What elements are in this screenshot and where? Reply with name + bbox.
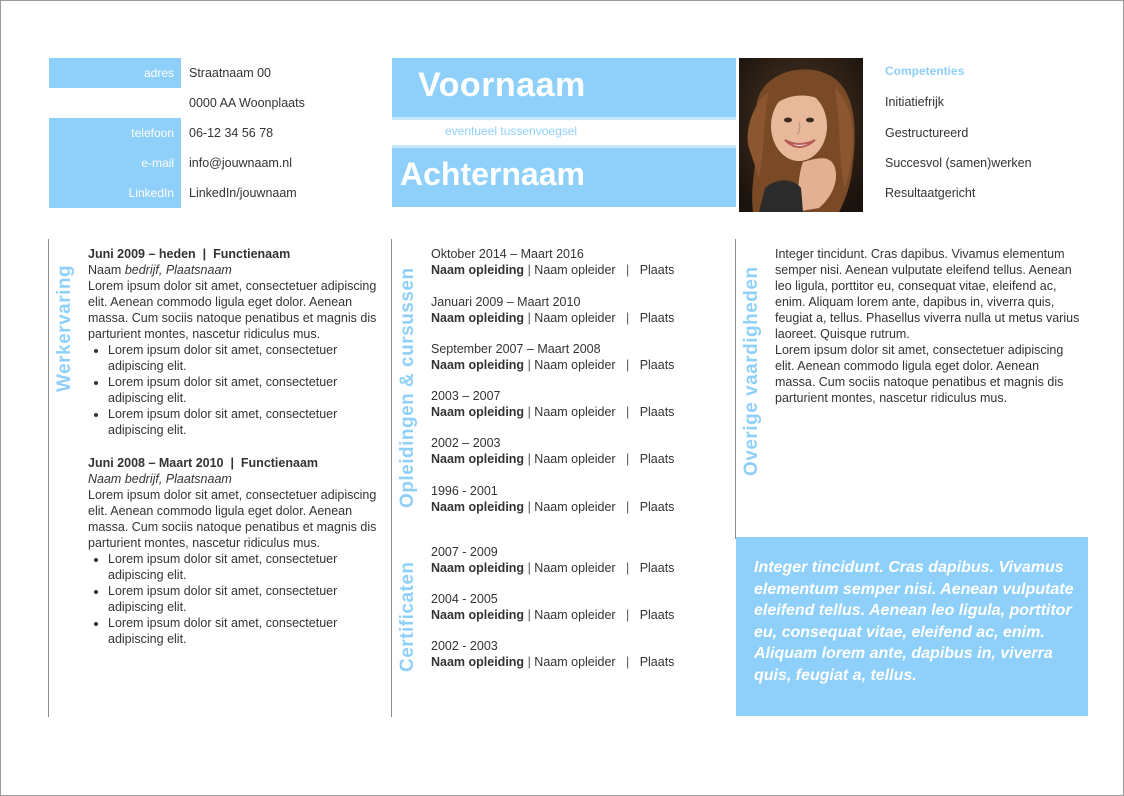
certificate-provider: Naam opleider — [534, 608, 616, 622]
last-name: Achternaam — [400, 156, 585, 192]
education-place: Plaats — [639, 263, 675, 277]
column-divider — [735, 239, 736, 539]
education-period: 2003 – 2007 — [431, 389, 501, 403]
education-entry — [431, 435, 674, 467]
education-period: 2002 – 2003 — [431, 436, 501, 450]
certificate-period: 2004 - 2005 — [431, 592, 498, 606]
competency-item: Succesvol (samen)werken — [885, 156, 1032, 170]
education-entry — [431, 294, 674, 326]
separator: | — [626, 311, 630, 325]
education-place: Plaats — [639, 311, 675, 325]
competency-item: Initiatiefrijk — [885, 95, 945, 109]
list-item: • Lorem ipsum dolor sit amet, consectetuer adipiscing elit. — [108, 374, 384, 406]
certificate-entry — [431, 638, 674, 670]
certificate-name: Naam opleiding — [431, 608, 525, 622]
certificate-place: Plaats — [639, 655, 675, 669]
separator: | — [626, 452, 630, 466]
education-place: Plaats — [639, 358, 675, 372]
certificate-provider: Naam opleider — [534, 561, 616, 575]
certificate-name: Naam opleiding — [431, 655, 525, 669]
work-heading — [88, 455, 384, 471]
separator: | — [527, 358, 531, 372]
company-prefix: Naam — [88, 263, 122, 277]
work-description: Lorem ipsum dolor sit amet, consectetuer adipiscing elit. Aenean commodo ligula eget dolor. Aenean massa. Cum sociis natoque penatibus et magnis dis parturient montes, nascetur ridiculus mus. — [88, 488, 377, 550]
section-title-certificates: Certificaten — [397, 561, 418, 672]
work-period: Juni 2008 – Maart 2010 — [88, 456, 224, 470]
education-place: Plaats — [639, 452, 675, 466]
certificate-period: 2002 - 2003 — [431, 639, 498, 653]
separator: | — [527, 311, 531, 325]
skills-text — [775, 246, 1081, 406]
certificate-provider: Naam opleider — [534, 655, 616, 669]
contact-label — [49, 88, 181, 118]
contact-label: telefoon — [49, 118, 181, 148]
education-entry — [431, 341, 674, 373]
skills-paragraph: Lorem ipsum dolor sit amet, consectetuer adipiscing elit. Aenean commodo ligula eget dolor. Aenean massa. Cum sociis natoque penatibus et magnis dis parturient montes, nascetur ridiculus mus. — [775, 343, 1064, 405]
education-period: Januari 2009 – Maart 2010 — [431, 295, 581, 309]
certificate-place: Plaats — [639, 561, 675, 575]
work-function: Functienaam — [240, 456, 319, 470]
work-period: Juni 2009 – heden — [88, 247, 196, 261]
separator: | — [626, 608, 630, 622]
contact-value: Straatnaam 00 — [189, 66, 271, 80]
work-divider: | — [202, 247, 207, 261]
last-name-banner — [392, 148, 736, 207]
education-provider: Naam opleider — [534, 311, 616, 325]
education-period: Oktober 2014 – Maart 2016 — [431, 247, 584, 261]
education-place: Plaats — [639, 500, 675, 514]
education-provider: Naam opleider — [534, 405, 616, 419]
work-bullets — [88, 551, 384, 647]
education-entry — [431, 483, 674, 515]
first-name-banner — [392, 58, 736, 117]
list-item: • Lorem ipsum dolor sit amet, consectetuer adipiscing elit. — [108, 551, 384, 583]
certificate-place: Plaats — [639, 608, 675, 622]
list-item: • Lorem ipsum dolor sit amet, consectetuer adipiscing elit. — [108, 615, 384, 647]
profile-photo — [739, 58, 863, 212]
separator: | — [527, 452, 531, 466]
contact-phone-row — [49, 118, 379, 148]
separator: | — [527, 500, 531, 514]
column-divider — [48, 239, 49, 717]
work-description: Lorem ipsum dolor sit amet, consectetuer adipiscing elit. Aenean commodo ligula eget dolor. Aenean massa. Cum sociis natoque penatibus et magnis dis parturient montes, nascetur ridiculus mus. — [88, 279, 377, 341]
separator: | — [527, 608, 531, 622]
education-provider: Naam opleider — [534, 358, 616, 372]
contact-label: adres — [49, 58, 181, 88]
education-provider: Naam opleider — [534, 500, 616, 514]
work-bullets — [88, 342, 384, 438]
certificate-entry — [431, 591, 674, 623]
quote-box — [736, 537, 1088, 716]
list-item: • Lorem ipsum dolor sit amet, consectetuer adipiscing elit. — [108, 583, 384, 615]
contact-value: LinkedIn/jouwnaam — [189, 186, 297, 200]
separator: | — [527, 655, 531, 669]
work-heading — [88, 246, 384, 262]
competencies-title: Competenties — [885, 64, 965, 78]
middle-name: eventueel tussenvoegsel — [445, 124, 578, 138]
work-function: Functienaam — [213, 247, 291, 261]
education-name: Naam opleiding — [431, 452, 525, 466]
contact-address-row — [49, 58, 379, 88]
education-name: Naam opleiding — [431, 311, 525, 325]
separator: | — [527, 561, 531, 575]
education-period: 1996 - 2001 — [431, 484, 498, 498]
certificate-name: Naam opleiding — [431, 561, 525, 575]
work-company: Naam bedrijf, Plaatsnaam — [88, 472, 232, 486]
education-place: Plaats — [639, 405, 675, 419]
contact-value: 0000 AA Woonplaats — [189, 96, 305, 110]
separator: | — [626, 655, 630, 669]
education-provider: Naam opleider — [534, 452, 616, 466]
separator: | — [527, 263, 531, 277]
education-entry — [431, 388, 674, 420]
certificate-entry — [431, 544, 674, 576]
contact-linkedin-row — [49, 178, 379, 208]
column-divider — [391, 239, 392, 717]
list-item: • Lorem ipsum dolor sit amet, consectetuer adipiscing elit. — [108, 406, 384, 438]
work-company — [88, 262, 384, 278]
section-title-education: Opleidingen & cursussen — [397, 267, 418, 508]
certificate-period: 2007 - 2009 — [431, 545, 498, 559]
skills-paragraph: Integer tincidunt. Cras dapibus. Vivamus elementum semper nisi. Aenean vulputate eleifend tellus. Aenean leo ligula, porttitor eu, consequat vitae, eleifend ac, enim. Aliquam lorem ante, dapibus in, viverra quis, feugiat a, tellus. Phasellus viverra nulla ut metus varius laoreet. Quisque rutrum. — [775, 247, 1080, 341]
quote-text: Integer tincidunt. Cras dapibus. Vivamus elementum semper nisi. Aenean vulputate eleifend tellus. Aenean leo ligula, porttitor eu, consequat vitae, eleifend ac, enim. Aliquam lorem ante, dapibus in, viverra quis, feugiat a, tellus. — [754, 559, 1074, 684]
education-name: Naam opleiding — [431, 500, 525, 514]
company-name: bedrijf, Plaatsnaam — [124, 263, 232, 277]
competency-item: Gestructureerd — [885, 126, 969, 140]
portrait-illustration — [739, 58, 863, 212]
education-provider: Naam opleider — [534, 263, 616, 277]
separator: | — [626, 405, 630, 419]
separator: | — [527, 405, 531, 419]
separator: | — [626, 358, 630, 372]
section-title-skills: Overige vaardigheden — [741, 266, 762, 476]
separator: | — [626, 561, 630, 575]
contact-value: info@jouwnaam.nl — [189, 156, 293, 170]
education-entry — [431, 246, 674, 278]
section-title-work: Werkervaring — [54, 264, 75, 392]
separator: | — [626, 500, 630, 514]
contact-value: 06-12 34 56 78 — [189, 126, 274, 140]
education-name: Naam opleiding — [431, 358, 525, 372]
contact-city-row — [49, 88, 379, 118]
education-period: September 2007 – Maart 2008 — [431, 342, 601, 356]
education-name: Naam opleiding — [431, 405, 525, 419]
list-item: • Lorem ipsum dolor sit amet, consectetuer adipiscing elit. — [108, 342, 384, 374]
work-divider: | — [230, 456, 234, 470]
work-entry — [88, 246, 384, 438]
competency-item: Resultaatgericht — [885, 186, 976, 200]
contact-label: LinkedIn — [49, 178, 181, 208]
first-name: Voornaam — [418, 66, 586, 104]
work-entry — [88, 455, 384, 647]
education-name: Naam opleiding — [431, 263, 525, 277]
contact-label: e-mail — [49, 148, 181, 178]
separator: | — [626, 263, 630, 277]
contact-email-row — [49, 148, 379, 178]
